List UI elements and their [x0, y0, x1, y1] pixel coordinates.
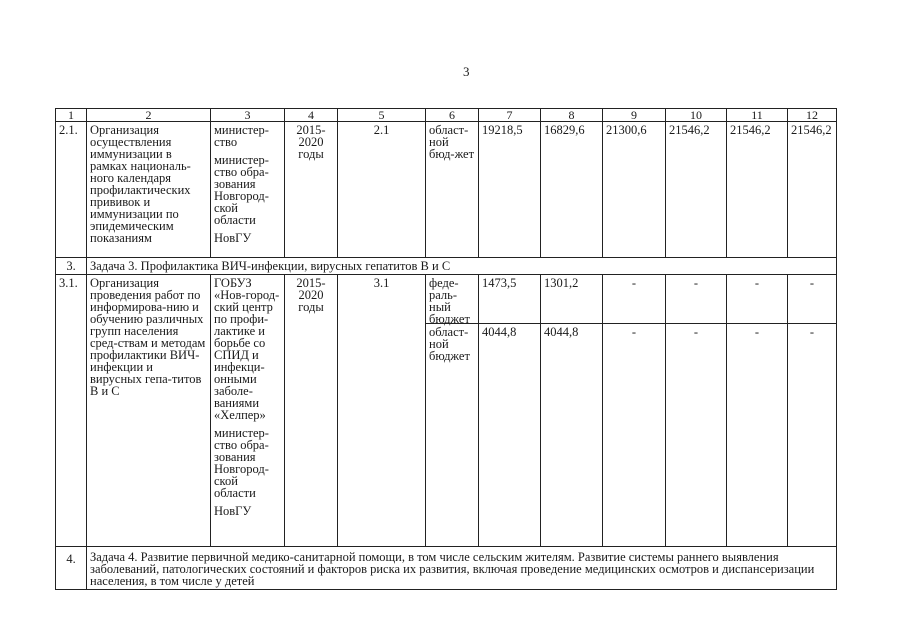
- row-number: 2.1.: [56, 122, 87, 258]
- task-row-3: [56, 258, 837, 275]
- header-cell: 4: [285, 109, 338, 122]
- header-cell: 2: [87, 109, 211, 122]
- dash: -: [788, 323, 836, 340]
- executors-cell: [211, 122, 285, 258]
- dash: -: [666, 323, 726, 340]
- header-cell: 10: [666, 109, 727, 122]
- row-number: 4.: [56, 547, 87, 590]
- dash: -: [727, 323, 787, 340]
- funding-source: област-ной бюд-жет: [426, 122, 479, 258]
- header-cell: 6: [426, 109, 479, 122]
- activity-name: Организация проведения работ по информирова-нию и обучению различных групп населения сред-ствам и методам профилактики ВИЧ-инфекции и вирусных гепа-титов В и С: [87, 275, 211, 547]
- value-cell: 21546,2: [788, 122, 837, 258]
- executor: НовГУ: [214, 504, 252, 518]
- target-cell: 2.1: [338, 122, 426, 258]
- value-cell: [666, 275, 727, 547]
- task-row-4: [56, 547, 837, 590]
- value-cell: 19218,5: [479, 122, 541, 258]
- executor: ГОБУЗ «Нов-город-ский центр по профи-лактике и борьбе со СПИД и инфекци-онными заболе-ваниями «Хелпер»: [214, 276, 280, 422]
- dash: -: [809, 276, 815, 290]
- activity-name: Организация осуществления иммунизации в рамках националь-ного календаря профилактических прививок и иммунизации по эпидемическим показаниям: [87, 122, 211, 258]
- header-cell: 1: [56, 109, 87, 122]
- header-cell: 3: [211, 109, 285, 122]
- funding-source: феде-раль-ный бюджет: [429, 276, 470, 326]
- value-cell: [603, 275, 666, 547]
- value-cell: [727, 275, 788, 547]
- header-row: [56, 109, 837, 122]
- years-cell: 2015-2020 годы: [285, 275, 338, 547]
- row-number: 3.1.: [56, 275, 87, 547]
- target-cell: 3.1: [338, 275, 426, 547]
- value-cell: [479, 275, 541, 547]
- executors-cell: [211, 275, 285, 547]
- program-table: [55, 108, 837, 590]
- page-number: 3: [463, 64, 470, 79]
- executor: министер-ство: [214, 123, 269, 149]
- value-cell: 16829,6: [541, 122, 603, 258]
- years-cell: 2015-2020 годы: [285, 122, 338, 258]
- dash: -: [631, 276, 637, 290]
- table-row-2-1: [56, 122, 837, 258]
- value: 4044,8: [541, 323, 602, 340]
- header-cell: 11: [727, 109, 788, 122]
- funding-sources: [426, 275, 479, 547]
- task-title: Задача 4. Развитие первичной медико-санитарной помощи, в том числе сельским жителям. Развитие системы раннего выявления заболеваний, патологических состояний и факторов риска их развития, включая проведение медицинских осмотров и диспансеризации населения, в том числе у детей: [87, 547, 837, 590]
- task-title: Задача 3. Профилактика ВИЧ-инфекции, вирусных гепатитов В и С: [87, 258, 837, 275]
- header-cell: 8: [541, 109, 603, 122]
- table-row-3-1: [56, 275, 837, 547]
- row-number: 3.: [56, 258, 87, 275]
- header-cell: 5: [338, 109, 426, 122]
- header-cell: 9: [603, 109, 666, 122]
- value-cell: [541, 275, 603, 547]
- executor: министер-ство обра-зования Новгород-ской области: [214, 426, 269, 500]
- dash: -: [603, 323, 665, 340]
- value-cell: 21546,2: [666, 122, 727, 258]
- dash: -: [693, 276, 699, 290]
- value-cell: 21546,2: [727, 122, 788, 258]
- value-cell: [788, 275, 837, 547]
- value: 4044,8: [479, 323, 540, 340]
- value: 1301,2: [544, 276, 579, 290]
- header-cell: 12: [788, 109, 837, 122]
- value-cell: 21300,6: [603, 122, 666, 258]
- executor: министер-ство обра-зования Новгород-ской области: [214, 153, 269, 227]
- header-cell: 7: [479, 109, 541, 122]
- value: 1473,5: [482, 276, 517, 290]
- dash: -: [754, 276, 760, 290]
- funding-source: област-ной бюджет: [426, 323, 478, 364]
- executor: НовГУ: [214, 231, 252, 245]
